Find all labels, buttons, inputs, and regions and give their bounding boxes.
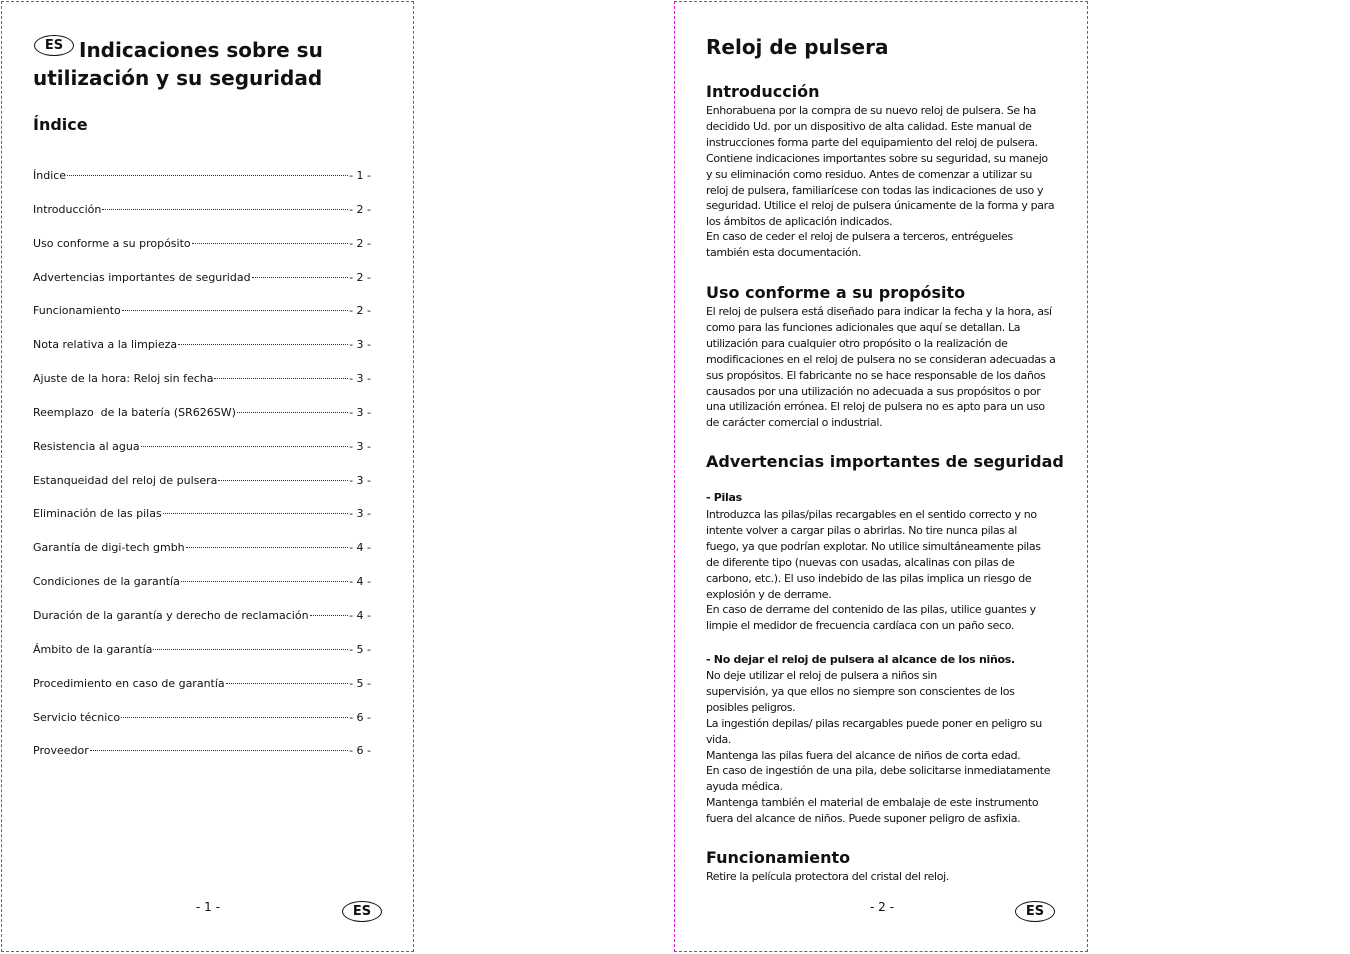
toc-entry-label: Reemplazo de la batería (SR626SW) xyxy=(33,405,236,419)
toc-dot-leader xyxy=(192,243,348,244)
toc-entry xyxy=(33,270,371,304)
document-title-text: Indicaciones sobre su utilización y su seguridad xyxy=(33,38,323,90)
toc-entry xyxy=(33,743,371,777)
use-heading: Uso conforme a su propósito xyxy=(706,283,966,302)
toc-entry-label: Condiciones de la garantía xyxy=(33,575,180,589)
toc-entry-page: - 3 - xyxy=(349,338,371,352)
use-paragraph: El reloj de pulsera está diseñado para indicar la fecha y la hora, así como para las funciones adicionales que aquí se detallan. La utilización para cualquier otro propósito o la realización de modificaciones en el reloj de pulsera no se consideran adecuadas a sus propósitos. El fabricante no se hace responsable de los daños causados por una utilización no adecuada a sus propósitos o por una utilización errónea. El reloj de pulsera no es apto para un uso de carácter comercial o industrial. xyxy=(706,305,1056,430)
toc-entry-page: - 5 - xyxy=(349,642,371,656)
toc-entry-label: Advertencias importantes de seguridad xyxy=(33,270,251,284)
toc-entry-label: Resistencia al agua xyxy=(33,439,140,453)
toc-entry-page: - 4 - xyxy=(349,608,371,622)
toc-dot-leader xyxy=(122,310,348,311)
intro-paragraph: Enhorabuena por la compra de su nuevo reloj de pulsera. Se ha decidido Ud. por un dispositivo de alta calidad. Este manual de instrucciones forma parte del equipamiento del reloj de pulsera. Contiene indicaciones importantes sobre su seguridad, su manejo y su eliminación como residuo. Antes de comenzar a utilizar su reloj de pulsera, familiarícese con todas las indicaciones de uso y seguridad. Utilice el reloj de pulsera únicamente de la forma y para los ámbitos de aplicación indicados. xyxy=(706,104,1055,229)
toc-entry-page: - 2 - xyxy=(349,202,371,216)
toc-dot-leader xyxy=(90,750,348,751)
document-title xyxy=(33,36,393,92)
toc-entry xyxy=(33,540,371,574)
children-paragraph-5: En caso de ingestión de una pila, debe solicitarse inmediatamente ayuda médica. xyxy=(706,764,1051,793)
toc-dot-leader xyxy=(237,412,348,413)
toc-entry-page: - 4 - xyxy=(349,575,371,589)
toc-entry xyxy=(33,473,371,507)
toc-entry-page: - 5 - xyxy=(349,676,371,690)
intro-paragraph-2: En caso de ceder el reloj de pulsera a terceros, entrégueles también esta documentación. xyxy=(706,230,1013,259)
toc-entry-page: - 3 - xyxy=(349,507,371,521)
toc-entry xyxy=(33,439,371,473)
toc-entry xyxy=(33,236,371,270)
toc-entry-page: - 6 - xyxy=(349,710,371,724)
children-paragraph-2: supervisión, ya que ellos no siempre son conscientes de los posibles peligros. xyxy=(706,685,1015,714)
toc-entry-label: Procedimiento en caso de garantía xyxy=(33,676,225,690)
index-heading: Índice xyxy=(33,115,88,134)
page-number: - 1 - xyxy=(196,900,220,914)
toc-entry-page: - 3 - xyxy=(349,372,371,386)
toc-dot-leader xyxy=(218,480,348,481)
toc-dot-leader xyxy=(67,175,348,176)
table-of-contents xyxy=(33,168,371,777)
toc-entry-page: - 3 - xyxy=(349,439,371,453)
toc-entry xyxy=(33,608,371,642)
toc-entry-label: Garantía de digi-tech gmbh xyxy=(33,541,185,555)
page-number: - 2 - xyxy=(870,900,894,914)
toc-dot-leader xyxy=(102,209,348,210)
toc-entry xyxy=(33,710,371,744)
toc-entry xyxy=(33,168,371,202)
right-page xyxy=(674,1,1088,952)
toc-dot-leader xyxy=(163,513,348,514)
toc-dot-leader xyxy=(226,683,348,684)
toc-dot-leader xyxy=(141,446,349,447)
batteries-paragraph-2: En caso de derrame del contenido de las pilas, utilice guantes y limpie el medidor de frecuencia cardíaca con un paño seco. xyxy=(706,603,1036,632)
toc-entry-label: Estanqueidad del reloj de pulsera xyxy=(33,473,218,487)
toc-entry-label: Duración de la garantía y derecho de reclamación xyxy=(33,608,309,622)
children-paragraph-4: Mantenga las pilas fuera del alcance de niños de corta edad. xyxy=(706,749,1021,762)
toc-dot-leader xyxy=(186,547,348,548)
page-title: Reloj de pulsera xyxy=(706,35,889,59)
language-badge-footer: ES xyxy=(342,901,382,922)
batteries-subheading: - Pilas xyxy=(706,491,742,504)
toc-entry-label: Proveedor xyxy=(33,744,89,758)
toc-entry-label: Ámbito de la garantía xyxy=(33,642,153,656)
toc-entry xyxy=(33,574,371,608)
toc-dot-leader xyxy=(178,344,348,345)
toc-entry-label: Nota relativa a la limpieza xyxy=(33,338,178,352)
operation-paragraph: Retire la película protectora del cristal del reloj. xyxy=(706,870,949,883)
batteries-paragraph: Introduzca las pilas/pilas recargables en el sentido correcto y no intente volver a cargar pilas o abrirlas. No tire nunca pilas al fuego, ya que podrían explotar. No utilice simultáneamente pilas de diferente tipo (nuevas con usadas, alcalinas con pilas de carbono, etc.). El uso indebido de las pilas implica un riesgo de explosión y de derrame. xyxy=(706,508,1041,601)
toc-entry-label: Funcionamiento xyxy=(33,304,121,318)
toc-entry-page: - 2 - xyxy=(349,304,371,318)
toc-entry-label: Eliminación de las pilas xyxy=(33,507,162,521)
toc-entry-page: - 2 - xyxy=(349,270,371,284)
toc-dot-leader xyxy=(181,581,348,582)
toc-entry xyxy=(33,371,371,405)
toc-entry-page: - 6 - xyxy=(349,744,371,758)
toc-dot-leader xyxy=(252,277,349,278)
toc-entry xyxy=(33,202,371,236)
toc-entry-page: - 3 - xyxy=(349,473,371,487)
toc-entry-label: Uso conforme a su propósito xyxy=(33,236,191,250)
toc-entry-page: - 1 - xyxy=(349,169,371,182)
children-subheading: - No dejar el reloj de pulsera al alcance de los niños. xyxy=(706,653,1015,666)
toc-entry xyxy=(33,676,371,710)
toc-entry-label: Servicio técnico xyxy=(33,710,121,724)
toc-entry xyxy=(33,642,371,676)
toc-entry-label: Ajuste de la hora: Reloj sin fecha xyxy=(33,372,214,386)
language-badge-footer: ES xyxy=(1015,901,1055,922)
toc-entry-page: - 2 - xyxy=(349,236,371,250)
children-paragraph-1: No deje utilizar el reloj de pulsera a niños sin xyxy=(706,669,937,682)
children-paragraph-6: Mantenga también el material de embalaje de este instrumento fuera del alcance de niños. Puede suponer peligro de asfixia. xyxy=(706,796,1039,825)
operation-heading: Funcionamiento xyxy=(706,848,851,867)
left-page xyxy=(1,1,414,952)
toc-entry xyxy=(33,506,371,540)
toc-entry-label: Introducción xyxy=(33,202,102,216)
toc-entry-page: - 3 - xyxy=(349,405,371,419)
toc-entry xyxy=(33,303,371,337)
toc-entry-page: - 4 - xyxy=(349,541,371,555)
toc-dot-leader xyxy=(214,378,348,379)
children-paragraph-3: La ingestión depilas/ pilas recargables puede poner en peligro su vida. xyxy=(706,717,1042,746)
toc-entry xyxy=(33,405,371,439)
language-badge-es: ES xyxy=(34,35,74,56)
toc-entry xyxy=(33,337,371,371)
toc-dot-leader xyxy=(121,717,348,718)
toc-dot-leader xyxy=(310,615,348,616)
intro-heading: Introducción xyxy=(706,82,820,101)
toc-dot-leader xyxy=(153,649,348,650)
toc-entry-label: Índice xyxy=(33,169,67,182)
safety-heading: Advertencias importantes de seguridad xyxy=(706,452,1064,471)
